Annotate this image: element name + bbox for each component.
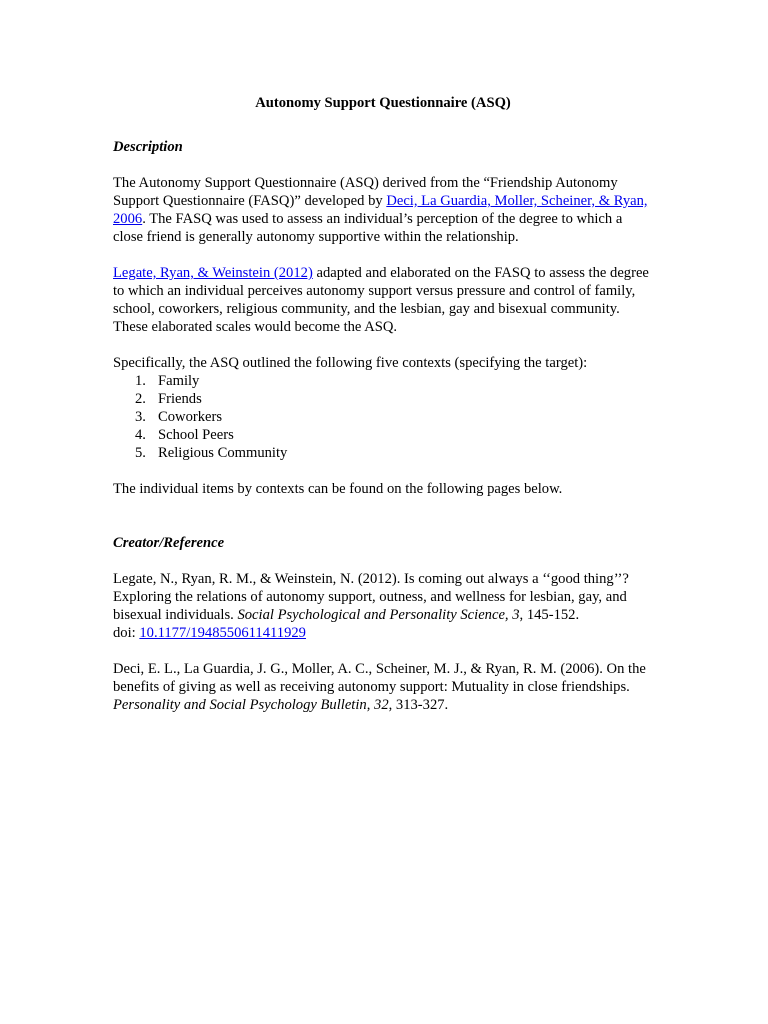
ref1-text: Legate, N., Ryan, R. M., & Weinstein, N. (2012). Is coming out always a ‘‘good thing’’? Exploring the relations of autonomy support, outness, and wellness for lesbian, gay, and bisexual individuals.: [113, 571, 629, 623]
deci-2006-link[interactable]: Deci, La Guardia, Moller, Scheiner, & Ryan, 2006: [113, 193, 648, 227]
ref2-volume: 32: [374, 697, 389, 713]
legate-2012-link[interactable]: Legate, Ryan, & Weinstein (2012): [113, 265, 313, 281]
description-heading: Description: [113, 139, 183, 155]
list-item-label: School Peers: [158, 427, 234, 443]
ref2-text: Deci, E. L., La Guardia, J. G., Moller, A. C., Scheiner, M. J., & Ryan, R. M. (2006). On the benefits of giving as well as receiving autonomy support: Mutuality in close friendships.: [113, 661, 646, 695]
list-item: [113, 408, 653, 426]
list-item-number: 3.: [135, 409, 146, 425]
list-item-number: 1.: [135, 373, 146, 389]
list-item-label: Family: [158, 373, 200, 389]
items-note: The individual items by contexts can be found on the following pages below.: [113, 481, 563, 497]
list-item-number: 4.: [135, 427, 146, 443]
contexts-intro: Specifically, the ASQ outlined the following five contexts (specifying the target):: [113, 355, 588, 371]
ref1-pages: , 145-152.: [519, 607, 580, 623]
contexts-list: [113, 372, 653, 462]
document-title: Autonomy Support Questionnaire (ASQ): [255, 95, 511, 111]
ref1-journal: Social Psychological and Personality Science, 3: [237, 607, 520, 623]
list-item-label: Coworkers: [158, 409, 223, 425]
list-item: [113, 444, 653, 462]
reference-2: [113, 660, 653, 714]
list-item: [113, 372, 653, 390]
list-item-label: Religious Community: [158, 445, 288, 461]
list-item-number: 5.: [135, 445, 146, 461]
document-page: [113, 94, 653, 714]
list-item: [113, 426, 653, 444]
list-item-number: 2.: [135, 391, 146, 407]
ref2-pages: , 313-327.: [388, 697, 449, 713]
ref2-sep: ,: [366, 697, 375, 713]
description-paragraph-2: [113, 264, 653, 336]
description-paragraph-1: [113, 174, 653, 246]
doi-link[interactable]: 10.1177/1948550611411929: [139, 625, 306, 641]
list-item: [113, 390, 653, 408]
ref2-journal: Personality and Social Psychology Bulletin: [113, 697, 367, 713]
ref1-doi-label: doi:: [113, 625, 140, 641]
list-item-label: Friends: [158, 391, 202, 407]
reference-1: [113, 570, 653, 642]
para2-text-after: adapted and elaborated on the FASQ to assess the degree to which an individual perceives autonomy support versus pressure and control of family, school, coworkers, religious community, and the lesbian, gay and bisexual community. These elaborated scales would become the ASQ.: [113, 265, 649, 335]
reference-heading: Creator/Reference: [113, 535, 225, 551]
para1-text-after: . The FASQ was used to assess an individual’s perception of the degree to which a close friend is generally autonomy supportive within the relationship.: [113, 211, 623, 245]
para1-text-before: The Autonomy Support Questionnaire (ASQ) derived from the “Friendship Autonomy Support Questionnaire (FASQ)” developed by: [113, 175, 618, 209]
